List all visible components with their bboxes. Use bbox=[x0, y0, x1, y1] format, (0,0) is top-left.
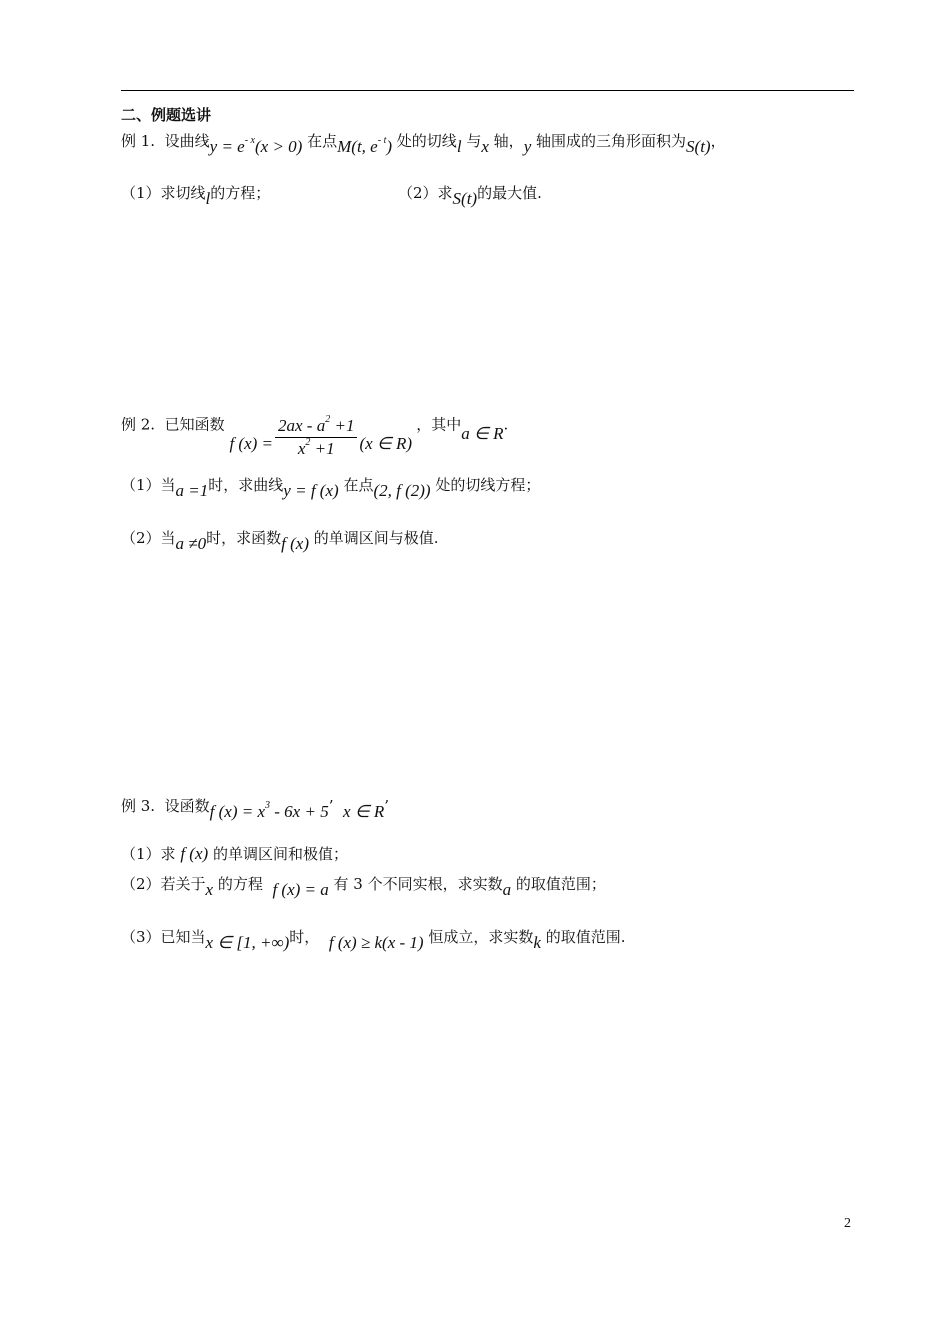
example-1-statement: 例 1. 设曲线$y = e^{- x}(x > 0)$ 在点M(t, $e^{- t}$) 处的切线l 与x 轴，y 轴围成的三角形面积为S(t)， bbox=[121, 132, 726, 156]
formula-curve: $y = e^{- x}(x > 0)$ bbox=[209, 135, 303, 156]
formula-l: l bbox=[456, 137, 462, 156]
example-2-question-1: （1）当a =1时，求曲线y = f (x) 在点(2, f (2)) 处的切线方程； bbox=[121, 476, 541, 500]
example-3-question-3: （3）已知当x ∈ [1, +∞)时， f (x) ≥ k(x - 1) 恒成立，求实数k 的取值范围. bbox=[121, 928, 626, 952]
example-1-question-1: （1）求切线l的方程； bbox=[121, 184, 271, 208]
header-rule bbox=[121, 90, 854, 91]
example-1-question-2: （2）求S(t)的最大值. bbox=[398, 184, 542, 208]
example-3-question-1: （1）求 f (x) 的单调区间和极值； bbox=[121, 844, 348, 863]
formula-y: y bbox=[523, 137, 532, 156]
example-3-statement: 例 3. 设函数f $(x) = x^3 - 6x + 5$’ x ∈ R’ bbox=[121, 797, 390, 821]
formula-x: x bbox=[481, 137, 489, 156]
section-title: 二、例题选讲 bbox=[121, 106, 212, 124]
example-2-statement: 例 2. 已知函数 f (x) = $\frac{2ax - a^2 +1}{x^2 +1}$ (x ∈ R) ，其中a ∈ R. bbox=[121, 414, 509, 458]
page-number: 2 bbox=[844, 1216, 851, 1231]
example-2-question-2: （2）当a ≠0时，求函数f (x) 的单调区间与极值. bbox=[121, 529, 439, 553]
formula-s-t: S(t) bbox=[686, 137, 711, 156]
formula-fraction-function: f (x) = $\frac{2ax - a^2 +1}{x^2 +1}$ (x ∈ R) bbox=[229, 414, 413, 458]
formula-point-m: M(t, $e^{- t}$) bbox=[337, 135, 393, 156]
example-3-question-2: （2）若关于x 的方程 f (x) = a 有 3 个不同实根，求实数a 的取值范围； bbox=[121, 875, 606, 899]
formula-cubic: f $(x) = x^3 - 6x + 5$ bbox=[209, 800, 329, 821]
